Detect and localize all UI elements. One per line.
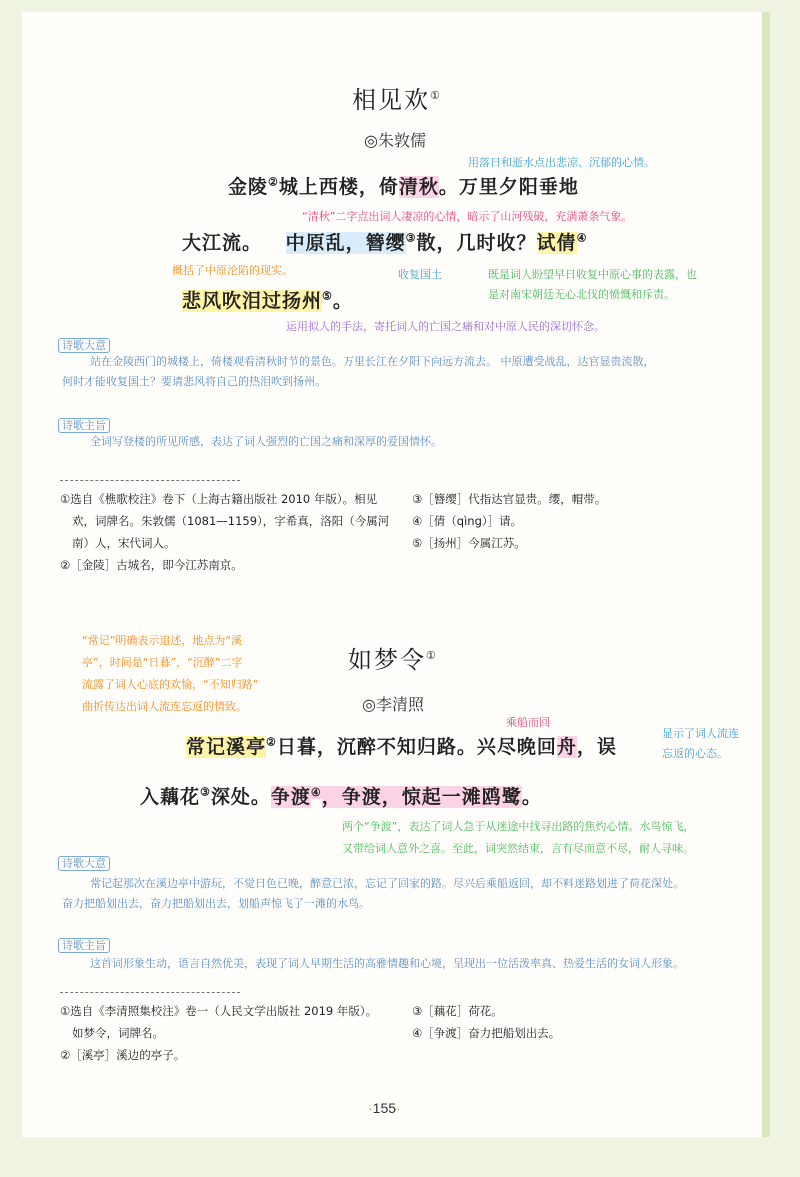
annotation: 乘船而回	[506, 716, 550, 729]
annotation: 用落日和逝水点出悲凉、沉郁的心情。	[468, 156, 655, 169]
footnotes-right: ③［簪缨］代指达官显贵。缨，帽带。 ④［倩（qìng）］请。 ⑤［扬州］今属江苏。	[412, 492, 607, 550]
divider	[60, 992, 240, 993]
page-number: ·155·	[368, 1100, 401, 1116]
poem1-line3: 悲风吹泪过扬州⑤。	[182, 289, 353, 312]
theme-tag: 诗歌主旨	[58, 934, 110, 953]
annotation: 概括了中原沦陷的现实。	[172, 264, 293, 277]
theme-text: 全词写登楼的所见所感，表达了词人强烈的亡国之痛和深厚的爱国情怀。	[90, 435, 442, 448]
poem2-line2: 入藕花③深处。争渡④，争渡，惊起一滩鸥鹭。	[140, 785, 542, 808]
poem1-title: 相见欢①	[352, 86, 442, 114]
annotation: 是对南宋朝廷无心北伐的愤慨和斥责。	[488, 288, 675, 301]
annotation: “清秋”二字点出词人凄凉的心情，暗示了山河残破，充满萧条气象。	[302, 210, 633, 223]
page	[22, 12, 770, 1137]
theme-tag: 诗歌主旨	[58, 414, 110, 433]
footnotes-left: ①选自《李清照集校注》卷一（人民文学出版社 2019 年版）。 如梦令，词牌名。 ②［溪亭］溪边的亭子。	[60, 1004, 378, 1062]
meaning-tag: 诗歌大意	[58, 334, 110, 353]
annotation: 运用拟人的手法，寄托词人的亡国之痛和对中原人民的深切怀念。	[286, 320, 605, 333]
footnotes-left: ①选自《樵歌校注》卷下（上海古籍出版社 2010 年版）。相见 欢，词牌名。朱敦儒（1081—1159），字希真，洛阳（今属河 南）人，宋代词人。 ②［金陵］古城名，即今江苏南京。	[60, 492, 390, 572]
meaning-tag: 诗歌大意	[58, 852, 110, 871]
footnotes-right: ③［藕花］荷花。 ④［争渡］奋力把船划出去。	[412, 1004, 561, 1040]
annotation: 两个“争渡”，表达了词人急于从迷途中找寻出路的焦灼心情。水鸟惊飞， 又带给词人意外之喜。至此，词突然结束，言有尽而意不尽，耐人寻味。	[342, 820, 695, 855]
poem2-title: 如梦令①	[348, 646, 438, 674]
poem1-author: ◎朱敦儒	[364, 131, 426, 150]
annotation: 收复国土	[398, 268, 442, 281]
meaning-text: 站在金陵西门的城楼上，倚楼观看清秋时节的景色。万里长江在夕阳下向远方流去。 中原遭受战乱，达官显贵流散， 何时才能收复国土？要请悲风将自己的热泪吹到扬州。	[62, 355, 655, 388]
theme-text: 这首词形象生动，语言自然优美，表现了词人早期生活的高雅情趣和心境，呈现出一位活泼率真、热爱生活的女词人形象。	[90, 957, 684, 970]
annotation: 显示了词人流连 忘返的心态。	[662, 727, 739, 760]
annotation: 既是词人盼望早日收复中原心事的表露，也	[488, 268, 697, 281]
poem1-line2: 大江流。 中原乱，簪缨③散，几时收？试倩④	[182, 231, 588, 254]
poem2-author: ◎李清照	[362, 695, 424, 714]
divider	[60, 480, 240, 481]
poem2-line1: 常记溪亭②日暮，沉醉不知归路。兴尽晚回舟，误	[186, 735, 617, 758]
annotation: “常记”明确表示追述，地点为“溪 亭”，时间是“日暮”，“沉醉”二字 流露了词人心底的欢愉，“不知归路” 曲折传达出词人流连忘返的情致。	[82, 634, 259, 713]
meaning-text: 常记起那次在溪边亭中游玩，不觉日色已晚，醉意已浓，忘记了回家的路。尽兴后乘船返回，却不料迷路划进了荷花深处。 奋力把船划出去，奋力把船划出去，划船声惊飞了一滩的水鸟。	[62, 877, 684, 910]
poem1-line1: 金陵②城上西楼，倚清秋。万里夕阳垂地	[228, 175, 579, 198]
